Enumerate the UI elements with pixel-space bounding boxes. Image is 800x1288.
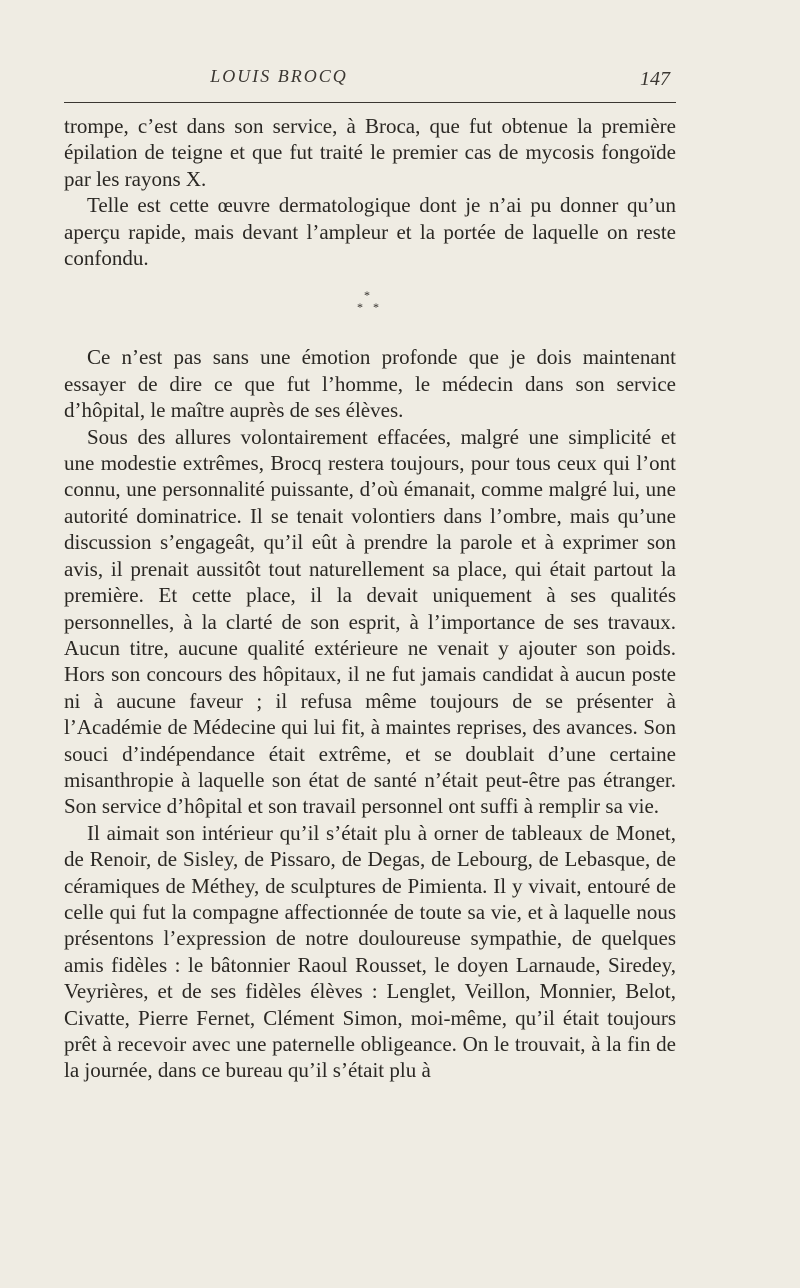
asterisk: *	[364, 288, 370, 303]
paragraph: Telle est cette œuvre dermatologique dont je n’ai pu donner qu’un aperçu rapide, mais devant l’ampleur et la portée de laquelle on reste confondu.	[64, 193, 676, 271]
paragraph: trompe, c’est dans son service, à Broca, que fut obtenue la première épilation de teigne et que fut traité le premier cas de mycosis fongoïde par les rayons X.	[64, 114, 676, 191]
asterism-separator	[64, 271, 676, 344]
body-text	[64, 113, 676, 1084]
book-page	[64, 0, 676, 1288]
paragraph: Il aimait son intérieur qu’il s’était plu à orner de tableaux de Monet, de Renoir, de Sisley, de Pissaro, de Degas, de Lebourg, de Lebasque, de céramiques de Méthey, de sculptures de Pimienta. Il y vivait, entouré de celle qui fut la compagne affectionnée de toute sa vie, et à laquelle nous présentons l’expression de notre douloureuse sympathie, de quelques amis fidèles : le bâtonnier Raoul Rousset, le doyen Larnaude, Siredey, Veyrières, et de ses fidèles élèves : Lenglet, Veillon, Monnier, Belot, Civatte, Pierre Fernet, Clément Simon, moi-même, qu’il était toujours prêt à recevoir avec une paternelle obligeance. On le trouvait, à la fin de la journée, dans ce bureau qu’il s’était plu à	[64, 820, 676, 1083]
header-rule	[64, 102, 676, 103]
running-head	[64, 66, 676, 96]
paragraph: Sous des allures volontairement effacées, malgré une simplicité et une modestie extrêmes, Brocq restera toujours, pour tous ceux qui l’ont connu, une personnalité puissante, d’où émanait, comme malgré lui, une autorité dominatrice. Il se tenait volontiers dans l’ombre, mais qu’une discussion s’engageât, qu’il eût à prendre la parole et à exprimer son avis, il prenait aussitôt tout naturellement sa place, qui était partout la première. Et cette place, il la devait uniquement à ses qualités personnelles, à la clarté de son esprit, à l’importance de ses travaux. Aucun titre, aucune qualité extérieure ne venait y ajouter son poids. Hors son concours des hôpitaux, il ne fut jamais candidat à aucun poste ni à aucune faveur ; il refusa même toujours de se présenter à l’Académie de Médecine qui lui fit, à maintes reprises, des avances. Son souci d’indépendance était extrême, et se doublait d’une certaine misanthropie à laquelle son état de santé n’était peut-être pas étranger. Son service d’hôpital et son travail personnel ont suffi à remplir sa vie.	[64, 424, 676, 819]
running-title: LOUIS BROCQ	[210, 66, 348, 86]
page-number: 147	[640, 68, 670, 90]
paragraph: Ce n’est pas sans une émotion profonde que je dois maintenant essayer de dire ce que fut l’homme, le médecin dans son service d’hôpital, le maître auprès de ses élèves.	[64, 345, 676, 423]
asterisk: *	[373, 300, 379, 315]
asterisk: *	[357, 300, 363, 315]
